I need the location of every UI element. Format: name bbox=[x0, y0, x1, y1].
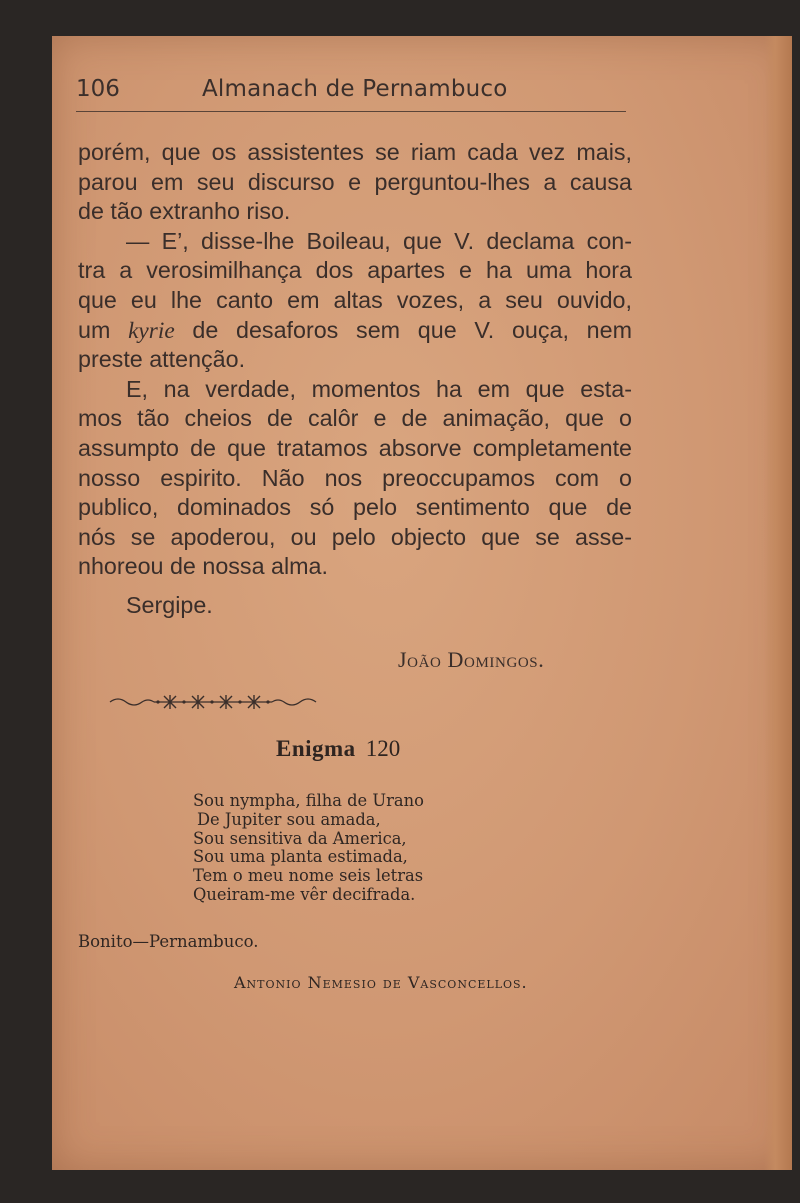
header-rule bbox=[76, 111, 626, 112]
enigma-number: 120 bbox=[365, 736, 401, 761]
enigma-verse bbox=[193, 792, 424, 905]
text-line: nhoreou de nossa alma. bbox=[78, 553, 328, 580]
text-line: nós se apoderou, ou pelo objecto que se asse- bbox=[78, 523, 632, 550]
main-text bbox=[78, 138, 632, 582]
page-spine-shadow bbox=[764, 36, 792, 1170]
verse-line: Sou nympha, filha de Urano bbox=[193, 791, 424, 810]
text-line: preste attenção. bbox=[78, 346, 246, 373]
enigma-location: Bonito—Pernambuco. bbox=[78, 932, 259, 951]
text-line: nosso espirito. Não nos preoccupamos com o bbox=[78, 464, 632, 491]
text-line: um kyrie de desaforos sem que V. ouça, nem bbox=[78, 316, 632, 344]
verse-line: Tem o meu nome seis letras bbox=[193, 866, 424, 886]
text-line: mos tão cheios de calôr e de animação, que o bbox=[78, 405, 632, 432]
verse-line: Sou uma planta estimada, bbox=[193, 847, 408, 867]
enigma-title: Enigma bbox=[276, 736, 356, 761]
signoff-author: João Domingos. bbox=[398, 647, 545, 672]
enigma-author: Antonio Nemesio de Vasconcellos. bbox=[234, 973, 528, 992]
text-line: de tão extranho riso. bbox=[78, 198, 291, 225]
enigma-heading bbox=[276, 736, 400, 762]
verse-line: Queiram-me vêr decifrada. bbox=[193, 884, 416, 904]
text-line: tra a verosimilhança dos apartes e ha uma hora bbox=[78, 257, 632, 284]
text-line: que eu lhe canto em altas vozes, a seu ouvido, bbox=[78, 286, 632, 313]
text-line: assumpto de que tratamos absorve completamente bbox=[78, 434, 632, 461]
verse-line: De Jupiter sou amada, bbox=[197, 809, 381, 829]
ornament-divider-icon bbox=[108, 690, 318, 714]
text-line: porém, que os assistentes se riam cada vez mais, bbox=[78, 139, 632, 165]
text-line: E, na verdade, momentos ha em que esta- bbox=[126, 375, 632, 402]
signoff-place: Sergipe. bbox=[126, 592, 213, 618]
running-header bbox=[76, 76, 616, 110]
text-line: — E’, disse-lhe Boileau, que V. declama con- bbox=[126, 227, 632, 254]
text-line: publico, dominados só pelo sentimento que de bbox=[78, 494, 632, 521]
almanac-title: Almanach de Pernambuco bbox=[202, 76, 508, 102]
verse-line: Sou sensitiva da America, bbox=[193, 828, 407, 848]
page-number: 106 bbox=[76, 76, 120, 102]
italic-word: kyrie bbox=[128, 317, 175, 344]
text-line: parou em seu discurso e perguntou-lhes a causa bbox=[78, 168, 632, 195]
